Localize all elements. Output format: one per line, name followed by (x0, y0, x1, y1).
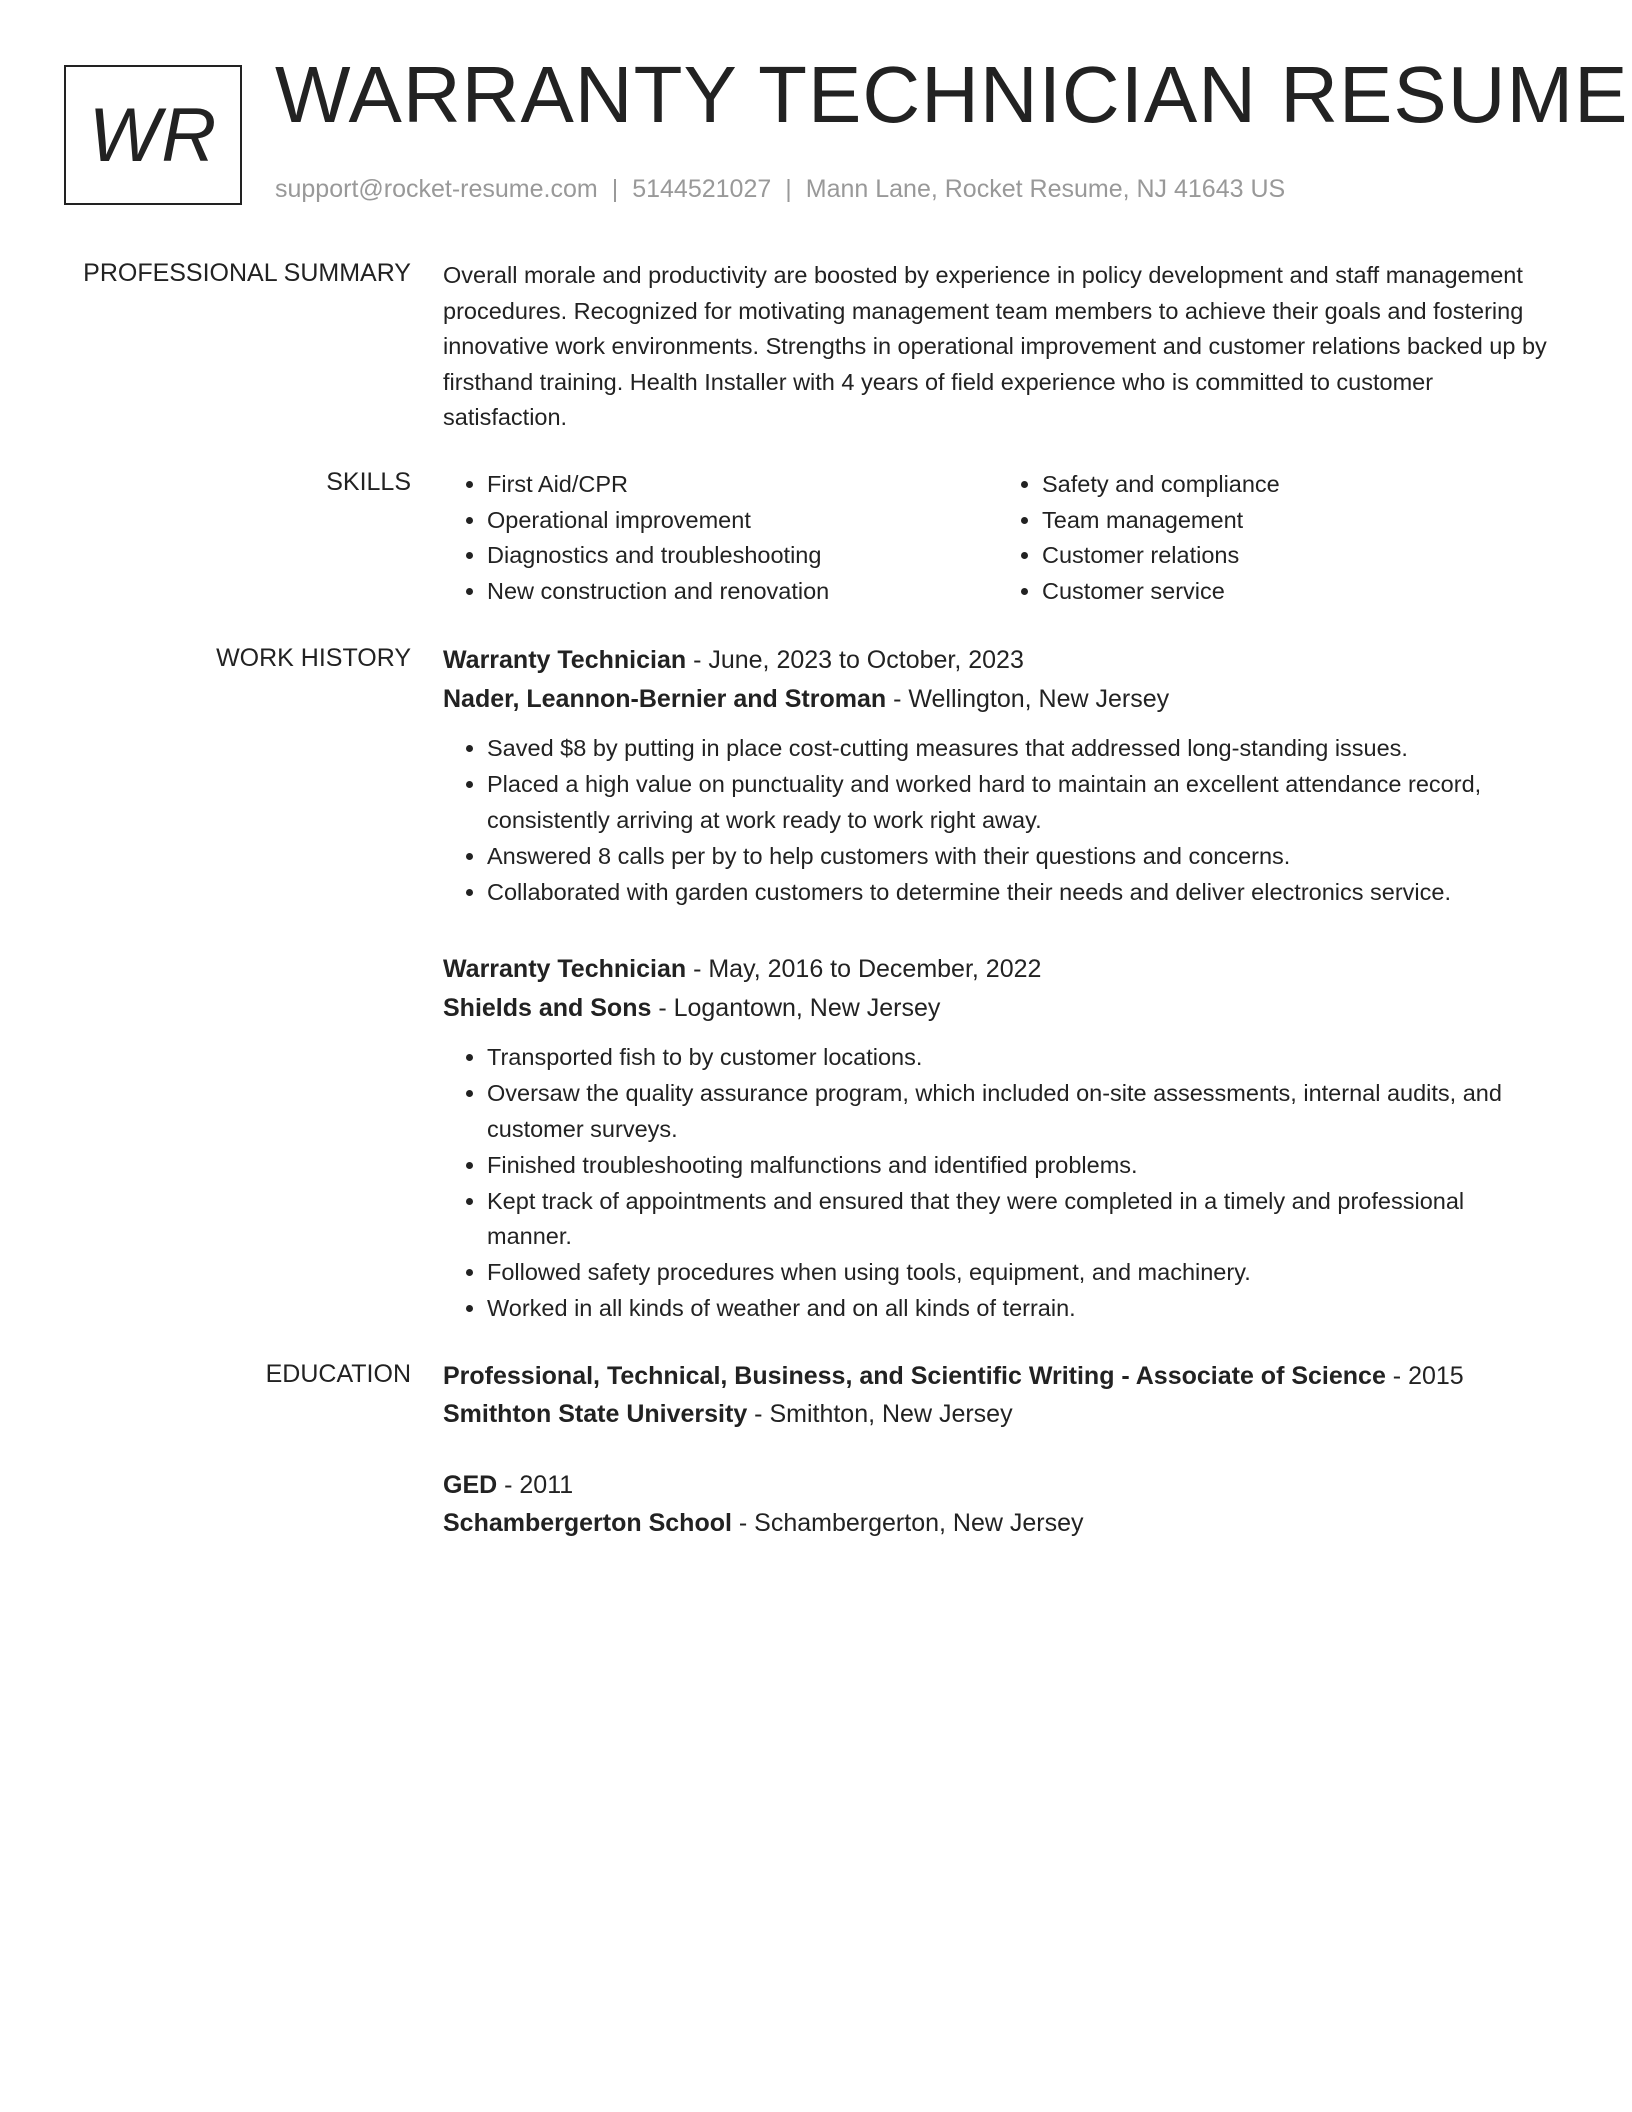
job-title-line (443, 950, 1553, 989)
contact-separator: | (785, 175, 792, 203)
job-bullets (443, 1040, 1553, 1327)
resume-title: WARRANTY TECHNICIAN RESUME (275, 50, 1629, 139)
contact-email[interactable]: support@rocket-resume.com (275, 175, 598, 203)
job-location: - Logantown, New Jersey (651, 994, 941, 1022)
job-bullet: • Finished troubleshooting malfunctions and identified problems. (487, 1148, 1553, 1184)
job-company: Nader, Leannon-Bernier and Stroman (443, 685, 887, 713)
monogram-logo: WR (64, 65, 242, 205)
education-entry (443, 1466, 1553, 1542)
education-degree: Professional, Technical, Business, and Scientific Writing - Associate of Science (443, 1362, 1386, 1390)
skill-item: • Diagnostics and troubleshooting (487, 538, 998, 574)
education-year: - 2011 (497, 1471, 574, 1499)
job-bullet: • Transported fish to by customer locations. (487, 1040, 1553, 1076)
job-title: Warranty Technician (443, 955, 687, 983)
education-school: Schambergerton School (443, 1509, 732, 1537)
skills-columns (443, 467, 1553, 609)
job-location: - Wellington, New Jersey (886, 685, 1170, 713)
job-entry (443, 641, 1553, 910)
education-year: - 2015 (1385, 1362, 1464, 1390)
job-bullet: • Kept track of appointments and ensured that they were completed in a timely and professional manner. (487, 1184, 1553, 1255)
job-dates: - June, 2023 to October, 2023 (686, 646, 1024, 674)
education-location: - Schambergerton, New Jersey (731, 1509, 1084, 1537)
job-bullet: • Saved $8 by putting in place cost-cutting measures that addressed long-standing issues. (487, 731, 1553, 767)
skill-item: • First Aid/CPR (487, 467, 998, 503)
job-bullet: • Collaborated with garden customers to determine their needs and deliver electronics service. (487, 875, 1553, 911)
skill-item: • New construction and renovation (487, 574, 998, 610)
job-bullet: • Oversaw the quality assurance program, which included on-site assessments, internal audits, and customer surveys. (487, 1076, 1553, 1147)
contact-phone[interactable]: 5144521027 (632, 175, 772, 203)
contact-address: Mann Lane, Rocket Resume, NJ 41643 US (805, 175, 1286, 203)
skill-item: • Safety and compliance (1042, 467, 1553, 503)
job-title-line (443, 641, 1553, 680)
job-bullets (443, 731, 1553, 910)
education-location: - Smithton, New Jersey (747, 1400, 1013, 1428)
summary-text: Overall morale and productivity are boosted by experience in policy development and staff management procedures. Recognized for motivating management team members to achieve their goals and fostering innovative work environments. Strengths in operational improvement and customer relations backed up by firsthand training. Health Installer with 4 years of field experience who is committed to customer satisfaction. (443, 262, 1547, 430)
skill-item: • Customer service (1042, 574, 1553, 610)
job-entry (443, 950, 1553, 1327)
job-bullet: • Placed a high value on punctuality and worked hard to maintain an excellent attendance record, consistently arriving at work ready to work right away. (487, 767, 1553, 838)
skills-heading: SKILLS (326, 468, 411, 496)
job-company-line (443, 989, 1553, 1028)
job-bullet: • Followed safety procedures when using tools, equipment, and machinery. (487, 1255, 1553, 1291)
job-company: Shields and Sons (443, 994, 652, 1022)
job-title: Warranty Technician (443, 646, 687, 674)
contact-line (275, 175, 1285, 204)
job-company-line (443, 680, 1553, 719)
contact-separator: | (611, 175, 619, 203)
education-body (443, 1357, 1553, 1575)
work-history-body (443, 641, 1553, 1367)
job-dates: - May, 2016 to December, 2022 (686, 955, 1042, 983)
education-entry (443, 1357, 1553, 1433)
education-school-line (443, 1504, 1553, 1542)
education-school-line (443, 1395, 1553, 1433)
job-bullet: • Worked in all kinds of weather and on all kinds of terrain. (487, 1291, 1553, 1327)
education-degree: GED (443, 1471, 498, 1499)
education-school: Smithton State University (443, 1400, 748, 1428)
job-bullet: • Answered 8 calls per by to help customers with their questions and concerns. (487, 839, 1553, 875)
education-heading: EDUCATION (265, 1360, 411, 1388)
skills-list-right (998, 467, 1553, 609)
summary-heading: PROFESSIONAL SUMMARY (83, 259, 411, 287)
education-degree-line (443, 1466, 1553, 1504)
skill-item: • Team management (1042, 503, 1553, 539)
education-degree-line (443, 1357, 1553, 1395)
skill-item: • Operational improvement (487, 503, 998, 539)
skills-list-left (443, 467, 998, 609)
skill-item: • Customer relations (1042, 538, 1553, 574)
work-history-heading: WORK HISTORY (216, 644, 411, 672)
